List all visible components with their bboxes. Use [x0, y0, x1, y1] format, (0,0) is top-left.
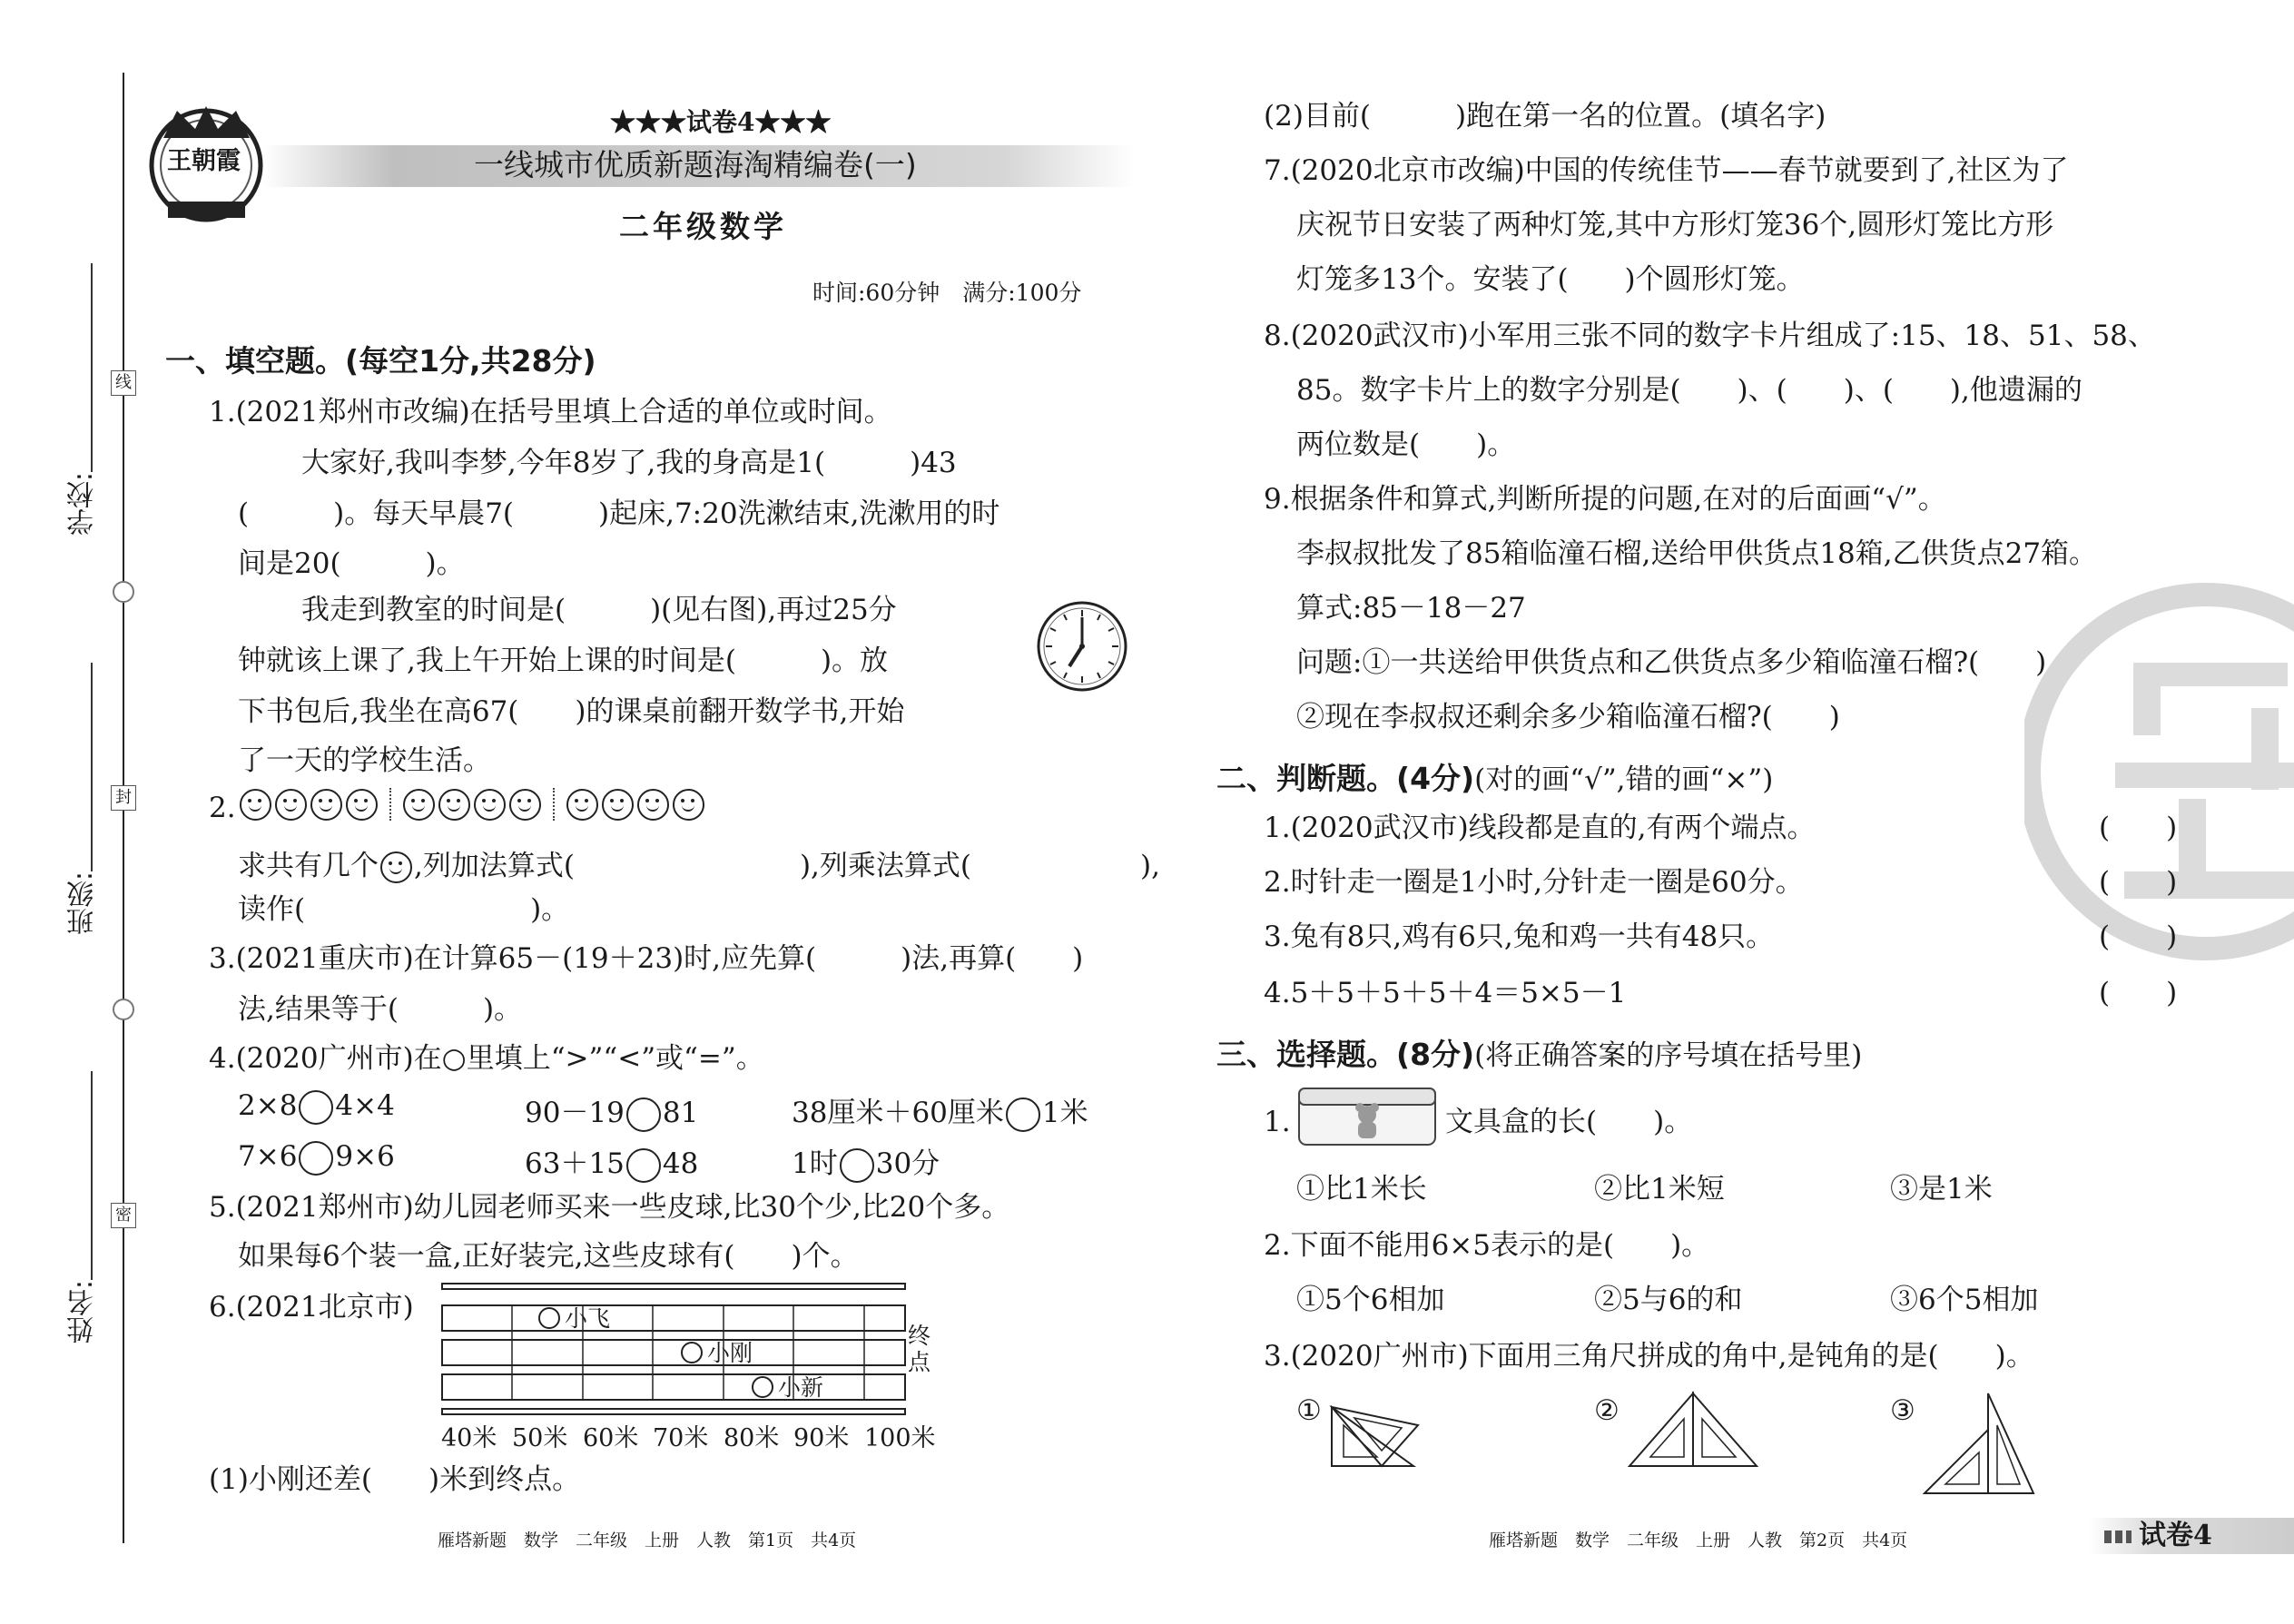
compare-circle[interactable] [299, 1090, 333, 1125]
seal-mark: 封 [111, 785, 136, 811]
binding-strip [0, 0, 163, 1624]
runner-label-xiaoxin: 小新 [778, 1374, 824, 1401]
c2-option-3[interactable]: ③6个5相加 [1890, 1284, 2039, 1316]
tag-dots [2104, 1530, 2132, 1543]
tf-item-1: 1.(2020武汉市)线段都是直的,有两个端点。 [1264, 812, 1816, 844]
smiley-icon [673, 789, 704, 821]
q6-line-a: 6.(2021北京市) [209, 1291, 414, 1324]
q1-line-c: ( )。每天早晨7( )起床,7:20洗漱结束,洗漱用的时 [238, 497, 1000, 530]
q9-line-e: ②现在李叔叔还剩余多少箱临潼石榴?( ) [1296, 701, 1840, 733]
school-label: 学校: [67, 472, 99, 536]
q1-line-g: 下书包后,我坐在高67( )的课桌前翻开数学书,开始 [238, 695, 905, 728]
q1-line-a: 1.(2021郑州市改编)在括号里填上合适的单位或时间。 [209, 396, 892, 428]
pencil-box-image [1296, 1086, 1442, 1149]
q7-line-a: 7.(2020北京市改编)中国的传统佳节——春节就要到了,社区为了 [1264, 154, 2069, 187]
exam-title: 二年级数学 [619, 209, 787, 244]
q6-sub-2: (2)目前( )跑在第一名的位置。(填名字) [1264, 100, 1826, 133]
compare-circle[interactable] [626, 1097, 661, 1132]
compare-circle[interactable] [1006, 1097, 1040, 1132]
secret-seal-watermark [2024, 581, 2294, 962]
q9-line-c: 算式:85－18－27 [1296, 592, 1526, 625]
c3-option-3[interactable]: ③ [1890, 1394, 1915, 1427]
c2-option-1[interactable]: ①5个6相加 [1296, 1284, 1445, 1316]
c2-question: 2.下面不能用6×5表示的是( )。 [1264, 1229, 1710, 1262]
q9-line-d: 问题:①一共送给甲供货点和乙供货点多少箱临潼石榴?( ) [1296, 646, 2047, 679]
q1-line-e: 我走到教室的时间是( )(见右图),再过25分 [301, 594, 897, 626]
name-label: 姓名: [67, 1280, 99, 1344]
compare-circle[interactable] [299, 1141, 333, 1176]
set-square-figure-1 [1327, 1398, 1427, 1471]
binding-hole-1 [113, 581, 134, 603]
stars-label: ★★★试卷4★★★ [610, 107, 832, 137]
tf-answer-1[interactable]: ( ) [2099, 812, 2178, 844]
smiley-icon [509, 789, 541, 821]
smiley-icon [380, 851, 412, 883]
q4-row-2: 7×6 9×6 63＋15 48 1时 30分 [238, 1140, 1146, 1178]
c1-option-1[interactable]: ①比1米长 [1296, 1173, 1427, 1206]
compare-circle[interactable] [840, 1148, 874, 1183]
compare-circle[interactable] [626, 1148, 661, 1183]
q2-line-c: 读作( )。 [238, 893, 570, 926]
q7-line-c: 灯笼多13个。安装了( )个圆形灯笼。 [1296, 263, 1805, 296]
q6-sub-1: (1)小刚还差( )米到终点。 [209, 1463, 581, 1496]
brand-logo [145, 102, 268, 224]
right-footer: 雁塔新题 数学 二年级 上册 人教 第2页 共4页 [1489, 1530, 1908, 1550]
q8-line-c: 两位数是( )。 [1296, 428, 1516, 461]
q8-line-a: 8.(2020武汉市)小军用三张不同的数字卡片组成了:15、18、51、58、 [1264, 320, 2156, 352]
c1-number: 1. [1264, 1106, 1291, 1138]
q7-line-b: 庆祝节日安装了两种灯笼,其中方形灯笼36个,圆形灯笼比方形 [1296, 209, 2054, 241]
tf-item-4: 4.5＋5＋5＋5＋4＝5×5－1 [1264, 977, 1627, 1009]
smiley-icon [438, 789, 470, 821]
exam-tag [2088, 1518, 2294, 1554]
q3-line-b: 法,结果等于( )。 [238, 993, 523, 1026]
secret-mark: 密 [111, 1203, 136, 1228]
exam-subtitle: 一线城市优质新题海淘精编卷(一) [474, 147, 917, 182]
smiley-icon [310, 789, 342, 821]
q1-line-d: 间是20( )。 [238, 547, 465, 580]
tf-item-2: 2.时针走一圈是1小时,分针走一圈是60分。 [1264, 866, 1804, 899]
q1-line-f: 钟就该上课了,我上午开始上课的时间是( )。放 [238, 645, 889, 677]
c1-question: 文具盒的长( )。 [1445, 1106, 1693, 1138]
c2-option-2[interactable]: ②5与6的和 [1594, 1284, 1743, 1316]
q2-smiley-groups [238, 788, 706, 824]
q1-line-h: 了一天的学校生活。 [238, 744, 491, 777]
q1-line-b: 大家好,我叫李梦,今年8岁了,我的身高是1( )43 [301, 447, 957, 479]
section-1-title: 一、填空题。(每空1分,共28分) [165, 343, 596, 379]
clock-image [1035, 599, 1130, 694]
smiley-icon [403, 789, 435, 821]
tf-answer-4[interactable]: ( ) [2099, 977, 2178, 1009]
smiley-icon [637, 789, 669, 821]
set-square-figure-3 [1920, 1389, 2047, 1498]
class-label: 班级: [67, 871, 99, 936]
q2-number: 2. [209, 792, 236, 824]
race-distance-axis: 40米 50米 60米 70米 80米 90米 100米 [441, 1424, 936, 1452]
smiley-icon [602, 789, 634, 821]
tf-item-3: 3.兔有8只,鸡有6只,兔和鸡一共有48只。 [1264, 920, 1775, 953]
c3-option-1[interactable]: ① [1296, 1394, 1322, 1427]
c1-option-2[interactable]: ②比1米短 [1594, 1173, 1725, 1206]
runner-label-xiaofei: 小飞 [565, 1305, 611, 1332]
finish-label: 终点 [908, 1323, 931, 1375]
tf-answer-2[interactable]: ( ) [2099, 866, 2178, 899]
set-square-figure-2 [1625, 1389, 1761, 1471]
smiley-icon [346, 789, 378, 821]
q5-line-b: 如果每6个装一盒,正好装完,这些皮球有( )个。 [238, 1240, 859, 1273]
binding-hole-2 [113, 999, 134, 1020]
smiley-icon [275, 789, 307, 821]
q4-line-a: 4.(2020广州市)在○里填上“>”“<”或“=”。 [209, 1042, 764, 1075]
q9-line-b: 李叔叔批发了85箱临潼石榴,送给甲供货点18箱,乙供货点27箱。 [1296, 537, 2098, 570]
q9-line-a: 9.根据条件和算式,判断所提的问题,在对的后面画“√”。 [1264, 483, 1946, 516]
exam-tag-label: 试卷4 [2139, 1520, 2212, 1551]
section-3-title: 三、选择题。(8分)(将正确答案的序号填在括号里) [1216, 1037, 1863, 1072]
left-footer: 雁塔新题 数学 二年级 上册 人教 第1页 共4页 [438, 1530, 857, 1550]
c3-question: 3.(2020广州市)下面用三角尺拼成的角中,是钝角的是( )。 [1264, 1340, 2034, 1373]
smiley-icon [566, 789, 598, 821]
c1-option-3[interactable]: ③是1米 [1890, 1173, 1993, 1206]
smiley-icon [240, 789, 271, 821]
q2-line-b: 求共有几个 ,列加法算式( ),列乘法算式( ), [238, 850, 1160, 882]
runner-label-xiaogang: 小刚 [707, 1340, 753, 1366]
section-2-title: 二、判断题。(4分)(对的画“√”,错的画“×”) [1216, 761, 1774, 796]
smiley-icon [474, 789, 506, 821]
c3-option-2[interactable]: ② [1594, 1394, 1620, 1427]
group-divider [389, 788, 391, 821]
q5-line-a: 5.(2021郑州市)幼儿园老师买来一些皮球,比30个少,比20个多。 [209, 1191, 1010, 1224]
line-mark: 线 [111, 370, 136, 396]
q4-row-1: 2×8 4×4 90－19 81 38厘米＋60厘米 1米 [238, 1089, 1146, 1127]
time-info: 时间:60分钟 满分:100分 [812, 280, 1082, 306]
q8-line-b: 85。数字卡片上的数字分别是( )、( )、( ),他遗漏的 [1296, 374, 2082, 407]
tf-answer-3[interactable]: ( ) [2099, 920, 2178, 953]
group-divider [553, 788, 555, 821]
q3-line-a: 3.(2021重庆市)在计算65－(19＋23)时,应先算( )法,再算( ) [209, 942, 1084, 975]
brand-logo-text: 王朝霞 [167, 147, 241, 175]
